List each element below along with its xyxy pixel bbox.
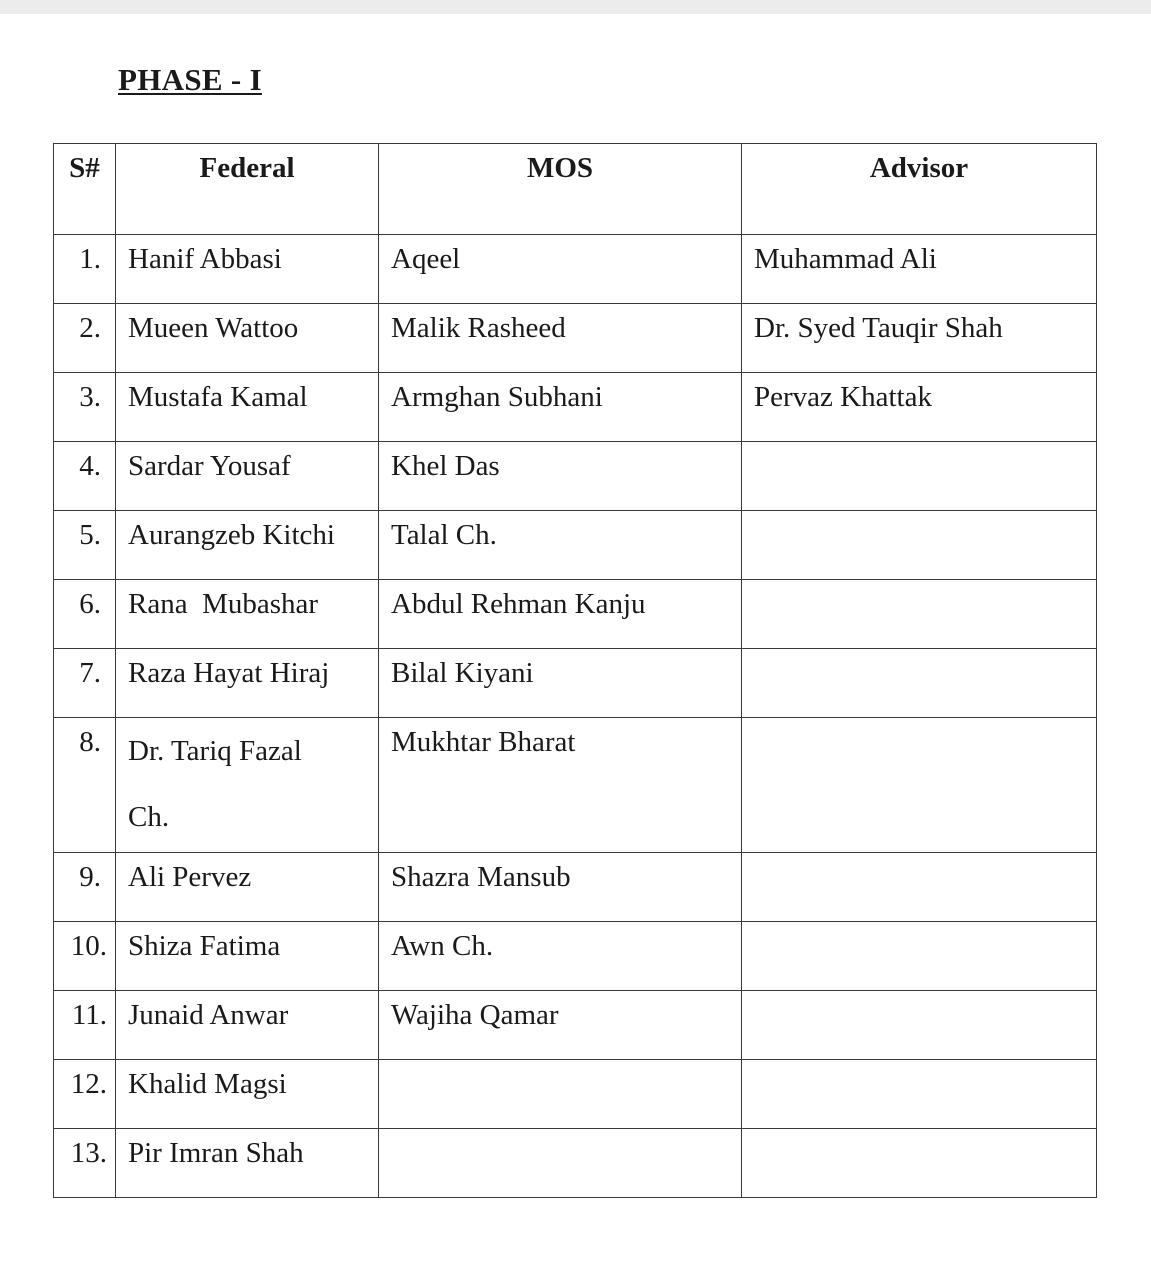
top-strip xyxy=(0,0,1151,14)
federal-cell: Ali Pervez xyxy=(116,853,379,922)
advisor-cell xyxy=(742,580,1097,649)
federal-cell: Raza Hayat Hiraj xyxy=(116,649,379,718)
federal-cell: Hanif Abbasi xyxy=(116,235,379,304)
serial-cell: 10. xyxy=(54,922,116,991)
serial-cell: 3. xyxy=(54,373,116,442)
advisor-cell: Dr. Syed Tauqir Shah xyxy=(742,304,1097,373)
column-header-mos: MOS xyxy=(379,144,742,235)
advisor-cell xyxy=(742,922,1097,991)
federal-cell: Junaid Anwar xyxy=(116,991,379,1060)
phase-table xyxy=(53,143,1097,1198)
table-row xyxy=(54,373,1097,442)
serial-cell: 2. xyxy=(54,304,116,373)
mos-cell xyxy=(379,1129,742,1198)
federal-cell: Khalid Magsi xyxy=(116,1060,379,1129)
serial-cell: 1. xyxy=(54,235,116,304)
serial-cell: 7. xyxy=(54,649,116,718)
serial-cell: 11. xyxy=(54,991,116,1060)
advisor-cell: Pervaz Khattak xyxy=(742,373,1097,442)
federal-cell: Pir Imran Shah xyxy=(116,1129,379,1198)
table-row xyxy=(54,991,1097,1060)
advisor-cell xyxy=(742,991,1097,1060)
column-header-advisor: Advisor xyxy=(742,144,1097,235)
table-row xyxy=(54,580,1097,649)
federal-cell: Rana Mubashar xyxy=(116,580,379,649)
mos-cell: Shazra Mansub xyxy=(379,853,742,922)
table-row xyxy=(54,718,1097,853)
table-row xyxy=(54,922,1097,991)
federal-cell: Dr. Tariq Fazal Ch. xyxy=(116,718,379,853)
advisor-cell xyxy=(742,649,1097,718)
table-row xyxy=(54,304,1097,373)
serial-cell: 5. xyxy=(54,511,116,580)
column-header-federal: Federal xyxy=(116,144,379,235)
table-row xyxy=(54,235,1097,304)
mos-cell: Aqeel xyxy=(379,235,742,304)
serial-cell: 6. xyxy=(54,580,116,649)
mos-cell: Mukhtar Bharat xyxy=(379,718,742,853)
mos-cell: Abdul Rehman Kanju xyxy=(379,580,742,649)
serial-cell: 13. xyxy=(54,1129,116,1198)
mos-cell: Bilal Kiyani xyxy=(379,649,742,718)
advisor-cell xyxy=(742,718,1097,853)
serial-cell: 8. xyxy=(54,718,116,853)
table-row xyxy=(54,853,1097,922)
table-row xyxy=(54,1129,1097,1198)
advisor-cell xyxy=(742,511,1097,580)
mos-cell: Malik Rasheed xyxy=(379,304,742,373)
advisor-cell xyxy=(742,1129,1097,1198)
federal-cell: Mustafa Kamal xyxy=(116,373,379,442)
advisor-cell xyxy=(742,442,1097,511)
table-header-row xyxy=(54,144,1097,235)
table-row xyxy=(54,442,1097,511)
mos-cell: Khel Das xyxy=(379,442,742,511)
federal-cell: Sardar Yousaf xyxy=(116,442,379,511)
table-row xyxy=(54,649,1097,718)
serial-cell: 12. xyxy=(54,1060,116,1129)
table-row xyxy=(54,511,1097,580)
table-row xyxy=(54,1060,1097,1129)
advisor-cell xyxy=(742,853,1097,922)
advisor-cell: Muhammad Ali xyxy=(742,235,1097,304)
federal-cell: Aurangzeb Kitchi xyxy=(116,511,379,580)
federal-cell: Mueen Wattoo xyxy=(116,304,379,373)
serial-cell: 4. xyxy=(54,442,116,511)
advisor-cell xyxy=(742,1060,1097,1129)
mos-cell xyxy=(379,1060,742,1129)
mos-cell: Talal Ch. xyxy=(379,511,742,580)
column-header-serial: S# xyxy=(54,144,116,235)
mos-cell: Armghan Subhani xyxy=(379,373,742,442)
mos-cell: Awn Ch. xyxy=(379,922,742,991)
federal-cell: Shiza Fatima xyxy=(116,922,379,991)
mos-cell: Wajiha Qamar xyxy=(379,991,742,1060)
page-title: PHASE - I xyxy=(118,62,262,97)
serial-cell: 9. xyxy=(54,853,116,922)
